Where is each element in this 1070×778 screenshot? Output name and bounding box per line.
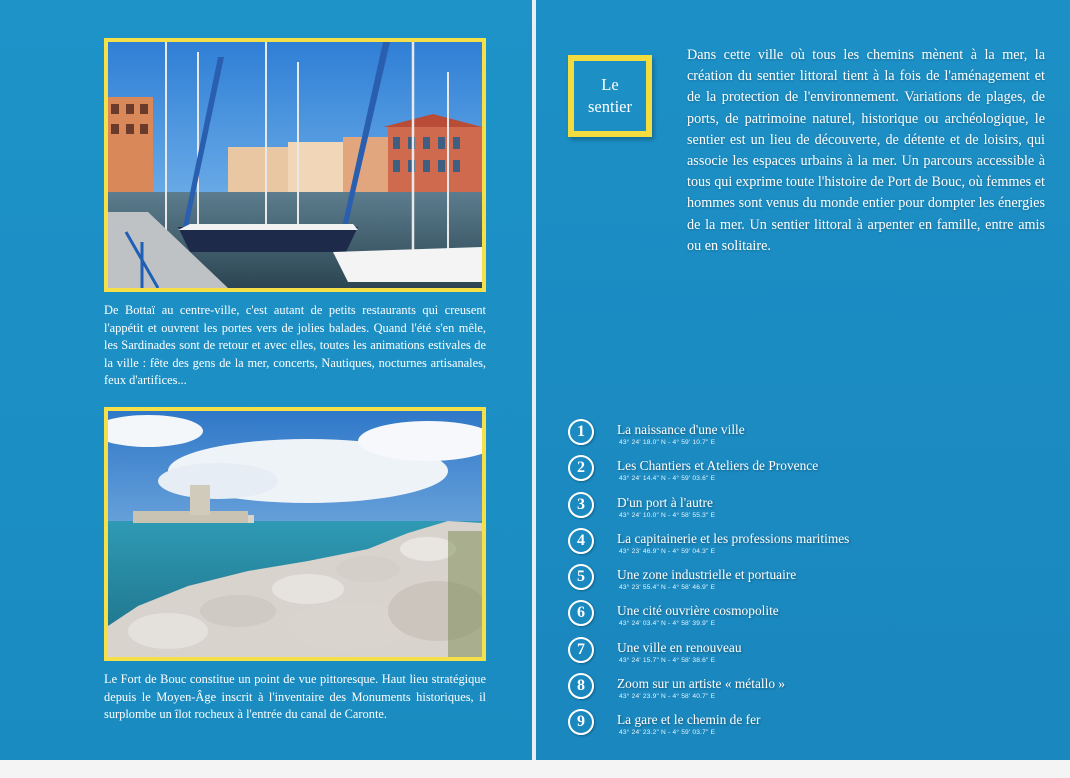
stop-title: D'un port à l'autre xyxy=(617,494,713,510)
harbour-caption: De Bottaï au centre-ville, c'est autant de petits restaurants qui creusent l'appétit et ouvrent les portes vers de jolies balades. Quand l'été s'en mêle, les Sardinades sont de retour et avec elles, toutes les animations estivales de la ville : fête des gens de la mer, concerts, Nautiques, nocturnes artisanales, feux d'artifices... xyxy=(104,303,486,388)
stop-coordinates: 43° 24' 23.2" N - 4° 59' 03.7" E xyxy=(619,729,716,737)
stop-number-badge: 8 xyxy=(568,673,594,699)
trail-stops-list xyxy=(568,419,1038,746)
stop-title: Une zone industrielle et portuaire xyxy=(617,567,797,583)
title-line-2: sentier xyxy=(588,97,632,116)
stop-title: Une cité ouvrière cosmopolite xyxy=(617,603,779,619)
stop-coordinates: 43° 24' 23.9" N - 4° 58' 40.7" E xyxy=(619,693,716,701)
stop-coordinates: 43° 24' 14.4" N - 4° 59' 03.6" E xyxy=(619,475,716,483)
trail-stop xyxy=(568,673,1038,709)
stop-coordinates: 43° 24' 03.4" N - 4° 58' 39.9" E xyxy=(619,620,716,628)
stop-coordinates: 43° 23' 46.9" N - 4° 59' 04.3" E xyxy=(619,547,716,555)
harbour-photo xyxy=(104,38,486,292)
stop-number-badge: 4 xyxy=(568,528,594,554)
stop-title: La gare et le chemin de fer xyxy=(617,712,761,728)
stop-coordinates: 43° 24' 15.7" N - 4° 58' 38.6" E xyxy=(619,656,716,664)
scan-bottom-strip xyxy=(0,760,1070,778)
stop-coordinates: 43° 24' 10.0" N - 4° 58' 55.3" E xyxy=(619,511,716,519)
stop-title: La capitainerie et les professions maritimes xyxy=(617,530,850,546)
stop-coordinates: 43° 24' 18.0" N - 4° 59' 10.7" E xyxy=(619,439,716,446)
harbour-illustration xyxy=(108,42,482,288)
stop-coordinates: 43° 23' 55.4" N - 4° 58' 46.9" E xyxy=(619,584,716,592)
fort-photo xyxy=(104,407,486,661)
stop-title: La naissance d'une ville xyxy=(617,422,745,437)
stop-number-badge: 2 xyxy=(568,455,594,481)
sentier-title-box xyxy=(568,55,652,137)
stop-number-badge: 7 xyxy=(568,637,594,663)
trail-stop xyxy=(568,564,1038,600)
stop-title: Une ville en renouveau xyxy=(617,639,742,655)
fort-caption: Le Fort de Bouc constitue un point de vue pittoresque. Haut lieu stratégique depuis le Moyen-Âge inscrit à l'inventaire des Monuments historiques, il surplombe un îlot rocheux à l'entrée du canal de Caronte. xyxy=(104,672,486,722)
trail-stop xyxy=(568,600,1038,636)
stop-number-badge: 5 xyxy=(568,564,594,590)
trail-stop xyxy=(568,709,1038,745)
sentier-intro-text: Dans cette ville où tous les chemins mènent à la mer, la création du sentier littoral tient à la fois de l'aménagement et de la protection de l'environnement. Variations de plages, de ports, de patrimoine naturel, historique ou archéologique, le sentier est un lieu de découverte, de détente et de loisirs, qui associe les espaces urbains à la mer. Un parcours accessible à tous qui exprime toute l'histoire de Port de Bouc, où femmes et hommes sont venus du monde entier pour dompter les énergies de la mer. Un sentier littoral à arpenter en famille, entre amis ou en solitaire. xyxy=(687,47,1045,254)
trail-stop xyxy=(568,419,1038,455)
trail-stop xyxy=(568,455,1038,491)
stop-title: Les Chantiers et Ateliers de Provence xyxy=(617,458,819,474)
trail-stop xyxy=(568,492,1038,528)
trail-stop xyxy=(568,637,1038,673)
fort-illustration xyxy=(108,411,482,657)
stop-number-badge: 6 xyxy=(568,600,594,626)
trail-stop xyxy=(568,528,1038,564)
stop-number-badge: 9 xyxy=(568,709,594,735)
stop-number-badge: 3 xyxy=(568,492,594,518)
stop-number-badge: 1 xyxy=(568,419,594,445)
stop-title: Zoom sur un artiste « métallo » xyxy=(617,676,786,692)
title-line-1: Le xyxy=(601,75,619,94)
